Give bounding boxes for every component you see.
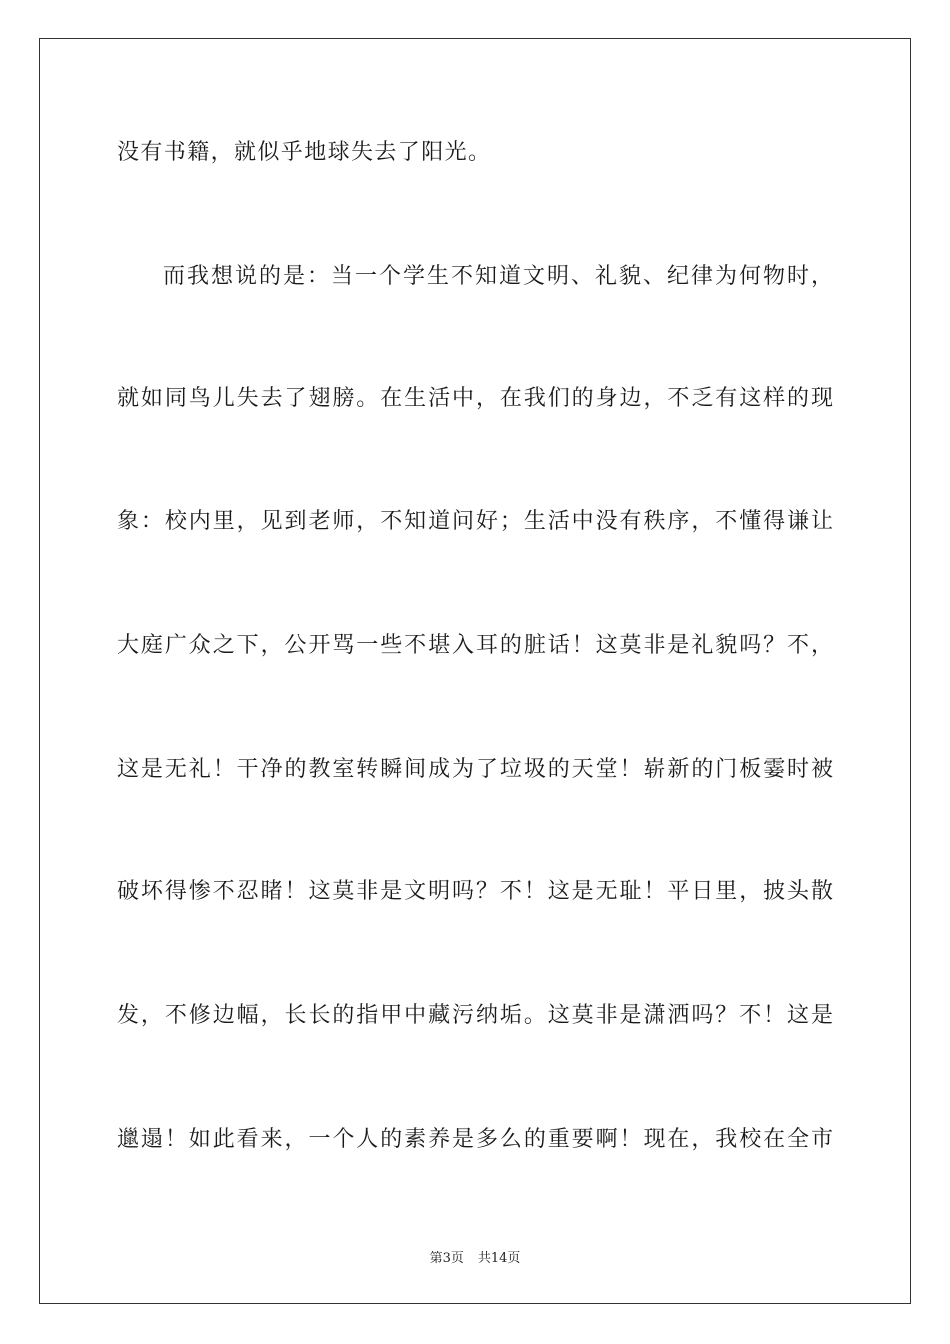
page-footer	[0, 1247, 950, 1266]
text-line-3: 就如同鸟儿失去了翅膀。在生活中，在我们的身边，不乏有这样的现	[117, 386, 833, 411]
text-line-8: 发，不修边幅，长长的指甲中藏污纳垢。这莫非是潇洒吗？不！这是	[117, 1003, 833, 1028]
page-number: 第3页	[429, 1251, 464, 1266]
page-frame	[39, 38, 911, 1304]
page-total: 共14页	[477, 1251, 521, 1266]
text-line-6: 这是无礼！干净的教室转瞬间成为了垃圾的天堂！崭新的门板霎时被	[117, 757, 833, 782]
text-line-5: 大庭广众之下，公开骂一些不堪入耳的脏话！这莫非是礼貌吗？不，	[117, 633, 833, 658]
text-line-7: 破坏得惨不忍睹！这莫非是文明吗？不！这是无耻！平日里，披头散	[117, 879, 833, 904]
text-line-9: 邋遢！如此看来，一个人的素养是多么的重要啊！现在，我校在全市	[117, 1127, 833, 1152]
text-line-1: 没有书籍，就似乎地球失去了阳光。	[117, 140, 492, 165]
text-line-4: 象：校内里，见到老师，不知道问好；生活中没有秩序，不懂得谦让	[117, 509, 833, 534]
text-line-2: 而我想说的是：当一个学生不知道文明、礼貌、纪律为何物时，	[163, 264, 833, 289]
